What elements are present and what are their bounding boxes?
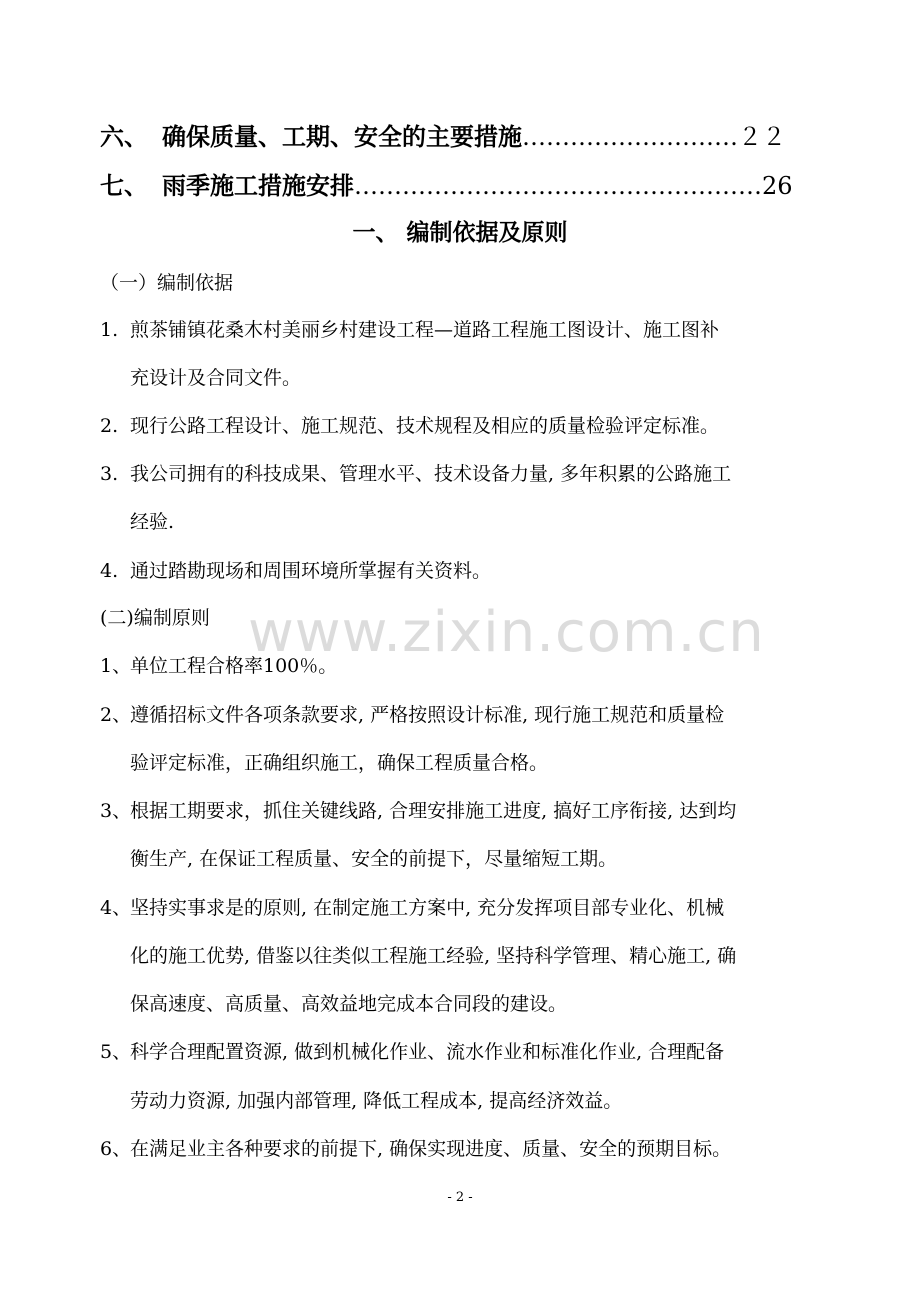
principle-item-2 [100,701,724,729]
item-text: 在满足业主各种要求的前提下, 确保实现进度、质量、安全的预期目标。 [130,1138,732,1160]
item-text: 根据工期要求，抓住关键线路, 合理安排施工进度, 搞好工序衔接, 达到均 [130,800,737,822]
item-text: 我公司拥有的科技成果、管理水平、技术设备力量, 多年积累的公路施工 [130,463,732,485]
toc-title: 确保质量、工期、安全的主要措施 [162,122,522,151]
principles-title: (二)编制原则 [100,607,210,629]
item-text: 单位工程合格率100％。 [130,655,338,677]
principle-item-5-cont: 劳动力资源, 加强内部管理, 降低工程成本, 提高经济效益。 [130,1090,623,1112]
toc-leader: …………………………………………… [354,172,762,200]
item-number: 3、 [100,800,132,822]
section-heading: 一、 编制依据及原则 [352,219,568,246]
toc-title: 雨季施工措施安排 [162,171,354,200]
item-number: 4. [100,560,119,582]
item-number: 2. [100,415,119,437]
basis-item-3 [100,460,731,488]
principle-item-2-cont: 验评定标准，正确组织施工，确保工程质量合格。 [130,752,549,774]
item-number: 3. [100,463,119,485]
principle-item-4-cont-1: 化的施工优势, 借鉴以往类似工程施工经验, 坚持科学管理、精心施工, 确 [130,945,737,967]
item-number: 6、 [100,1138,132,1160]
principle-item-5 [100,1038,724,1066]
toc-number: 六、 [100,122,148,151]
toc-page: 26 [762,172,793,200]
item-text: 遵循招标文件各项条款要求, 严格按照设计标准, 现行施工规范和质量检 [130,704,725,726]
item-number: 2、 [100,704,132,726]
basis-item-2 [100,412,719,440]
basis-item-1 [100,316,719,344]
item-text: 科学合理配置资源, 做到机械化作业、流水作业和标准化作业, 合理配备 [130,1041,725,1063]
item-text: 煎茶铺镇花桑木村美丽乡村建设工程—道路工程施工图设计、施工图补 [130,319,720,341]
page-number: - 2 - [447,1190,473,1205]
toc-leader: ……………………… [522,123,738,151]
toc-number: 七、 [100,171,148,200]
basis-item-4 [100,557,491,585]
principle-item-1 [100,652,337,680]
item-text: 坚持实事求是的原则, 在制定施工方案中, 充分发挥项目部专业化、机械 [130,897,725,919]
watermark: www.zixin.com.cn [248,600,765,665]
toc-page: ２２ [738,123,786,151]
basis-item-1-cont: 充设计及合同文件。 [130,367,302,389]
item-number: 4、 [100,897,132,919]
item-text: 现行公路工程设计、施工规范、技术规程及相应的质量检验评定标准。 [130,415,720,437]
principle-item-4 [100,894,724,922]
principle-item-4-cont-2: 保高速度、高质量、高效益地完成本合同段的建设。 [130,993,568,1015]
toc-entry-7[interactable] [100,171,793,201]
principle-item-6 [100,1135,731,1163]
basis-item-3-cont: 经验. [130,511,175,533]
principle-item-3 [100,797,736,825]
item-number: 1、 [100,655,132,677]
item-number: 1. [100,319,119,341]
principle-item-3-cont: 衡生产, 在保证工程质量、安全的前提下，尽量缩短工期。 [130,848,618,870]
item-number: 5、 [100,1041,132,1063]
toc-entry-6[interactable] [100,122,786,152]
item-text: 通过踏勘现场和周围环境所掌握有关资料。 [130,560,492,582]
basis-title: （一）编制依据 [100,272,234,294]
